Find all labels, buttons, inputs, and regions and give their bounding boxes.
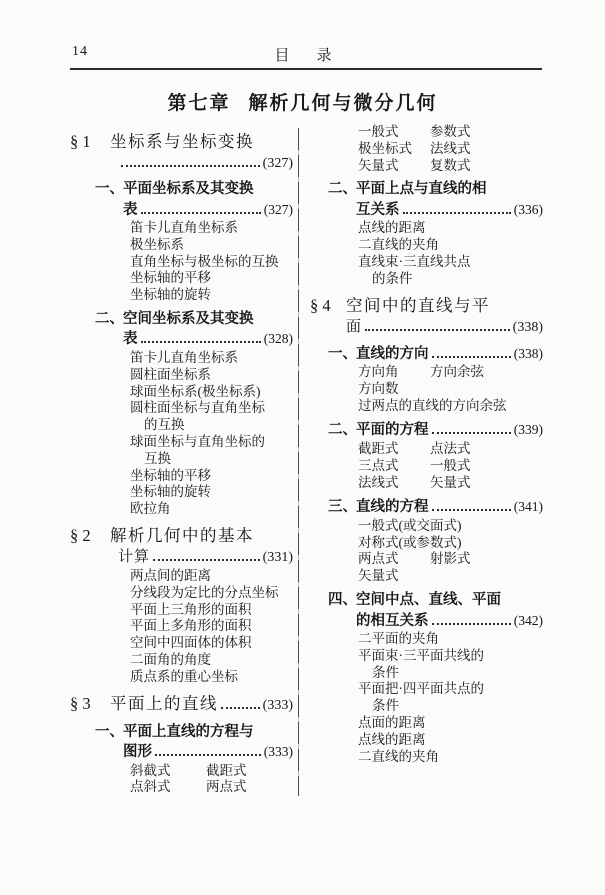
- page-ref: (338): [512, 319, 543, 335]
- entry-marker: § 4: [310, 295, 331, 315]
- entry-text: 互换: [144, 450, 171, 466]
- toc-line: [310, 698, 543, 715]
- toc-line: [310, 381, 543, 398]
- toc-line: [70, 585, 293, 602]
- entry-text: 对称式(或参数式): [358, 534, 462, 550]
- toc-line: [310, 568, 543, 585]
- entry-text: 二面角的角度: [130, 651, 211, 667]
- page-header: [70, 42, 542, 70]
- pair-item-b: 截距式: [206, 762, 247, 778]
- toc-line: [310, 475, 543, 492]
- toc-line: [310, 317, 543, 338]
- entry-text: 空间中点、直线、平面: [356, 592, 501, 609]
- toc-line: [310, 648, 543, 665]
- entry-text: 直线的方向: [356, 345, 429, 362]
- entry-text: 点线的距离: [358, 220, 426, 236]
- pair-item-b: 点法式: [430, 440, 471, 456]
- entry-text: 矢量式: [358, 568, 399, 584]
- dot-leader: [155, 754, 261, 756]
- toc-line: [70, 200, 293, 221]
- toc-line: [70, 618, 293, 635]
- toc-column-right: [310, 124, 543, 765]
- toc-line: [70, 742, 293, 763]
- entry-text: 欧拉角: [130, 501, 171, 517]
- toc-line: [70, 350, 293, 367]
- toc-line: [70, 329, 293, 350]
- toc-line: [70, 501, 293, 518]
- entry-text: 空间中四面体的体积: [130, 635, 252, 651]
- entry-text: 平面的方程: [356, 422, 429, 439]
- dot-leader: [221, 707, 260, 709]
- pair-item-a: 截距式: [358, 440, 399, 456]
- entry-marker: § 2: [70, 525, 91, 545]
- entry-text: 面: [346, 318, 363, 335]
- dot-leader: [141, 212, 261, 214]
- entry-text: 平面坐标系及其变换: [123, 181, 254, 197]
- entry-text: 平面上的直线: [110, 693, 218, 713]
- toc-line: [70, 451, 293, 468]
- toc-line: [310, 420, 543, 441]
- entry-marker: 一、: [328, 345, 357, 362]
- pair-item-a: 一般式: [358, 124, 399, 139]
- dot-leader: [432, 509, 511, 511]
- entry-text: 互关系: [356, 201, 400, 218]
- toc-line: [310, 295, 543, 317]
- toc-line: [310, 497, 543, 518]
- dot-leader: [365, 329, 510, 331]
- toc-line: [310, 535, 543, 552]
- dot-leader: [121, 165, 260, 167]
- page-ref: (336): [513, 201, 543, 217]
- entry-text: 质点系的重心坐标: [130, 668, 238, 684]
- entry-marker: 一、: [95, 723, 124, 740]
- toc-line: [70, 367, 293, 384]
- toc-line: [310, 441, 543, 458]
- entry-text: 圆柱面坐标与直角坐标: [130, 400, 265, 416]
- pair-item-a: 方向角: [358, 364, 399, 380]
- toc-line: [310, 591, 543, 611]
- entry-text: 坐标系与坐标变换: [110, 132, 254, 151]
- toc-line: [310, 732, 543, 749]
- pair-item-b: 射影式: [430, 551, 471, 567]
- entry-text: 笛卡儿直角坐标系: [130, 349, 238, 365]
- entry-text: 的条件: [372, 270, 413, 286]
- toc-line: [310, 124, 543, 141]
- toc-line: [70, 525, 293, 547]
- toc-line: [310, 715, 543, 732]
- entry-marker: § 1: [70, 132, 91, 151]
- toc-line: [70, 484, 293, 501]
- entry-text: 方向数: [358, 380, 399, 396]
- toc-line: [70, 468, 293, 485]
- column-divider: [298, 128, 299, 796]
- dot-leader: [432, 356, 511, 358]
- entry-text: 直线的方程: [356, 499, 429, 516]
- toc-line: [310, 158, 543, 175]
- entry-text: 条件: [372, 664, 399, 680]
- toc-line: [70, 220, 293, 237]
- toc-line: [70, 669, 293, 686]
- toc-line: [70, 270, 293, 287]
- toc-line: [70, 417, 293, 434]
- entry-text: 直角坐标与极坐标的互换: [130, 253, 279, 269]
- dot-leader: [432, 623, 511, 625]
- toc-line: [70, 652, 293, 669]
- toc-line: [310, 200, 543, 221]
- toc-line: [310, 254, 543, 271]
- dot-leader: [403, 212, 511, 214]
- toc-line: [70, 254, 293, 271]
- toc-line: [70, 237, 293, 254]
- page-ref: (333): [262, 697, 293, 713]
- entry-marker: 二、: [95, 310, 124, 327]
- toc-line: [70, 434, 293, 451]
- entry-text: 平面上三角形的面积: [130, 601, 252, 617]
- toc-line: [310, 344, 543, 365]
- header-title: 目 录: [274, 48, 338, 64]
- entry-marker: § 3: [70, 693, 91, 713]
- entry-text: 坐标轴的旋转: [130, 287, 211, 303]
- dot-leader: [432, 432, 511, 434]
- pair-item-b: 复数式: [430, 157, 471, 173]
- entry-text: 条件: [372, 698, 399, 714]
- toc-line: [310, 458, 543, 475]
- page-ref: (342): [513, 612, 543, 628]
- toc-line: [310, 665, 543, 682]
- entry-text: 坐标轴的旋转: [130, 484, 211, 500]
- toc-line: [70, 384, 293, 401]
- toc-line: [70, 310, 293, 330]
- entry-text: 点面的距离: [358, 715, 426, 731]
- entry-text: 极坐标系: [130, 236, 184, 252]
- toc-line: [70, 635, 293, 652]
- page-ref: (341): [513, 499, 543, 515]
- toc-line: [310, 364, 543, 381]
- toc-line: [70, 131, 293, 153]
- entry-text: 空间坐标系及其变换: [123, 310, 254, 327]
- toc-line: [310, 180, 543, 200]
- page-ref: (327): [263, 201, 293, 217]
- toc-column-left: [70, 124, 293, 796]
- pair-item-a: 两点式: [358, 551, 399, 567]
- pair-item-a: 矢量式: [358, 157, 399, 173]
- toc-line: [70, 287, 293, 304]
- toc-line: [310, 518, 543, 535]
- entry-text: 球面坐标与直角坐标的: [130, 433, 265, 449]
- entry-text: 平面束·三平面共线的: [358, 647, 484, 663]
- pair-item-a: 斜截式: [130, 762, 171, 778]
- entry-text: 二平面的夹角: [358, 631, 439, 647]
- entry-text: 圆柱面坐标系: [130, 366, 211, 382]
- dot-leader: [141, 341, 261, 343]
- entry-text: 表: [123, 331, 138, 348]
- toc-line: [70, 547, 293, 568]
- toc-line: [70, 763, 293, 780]
- pair-item-b: 矢量式: [430, 474, 471, 490]
- entry-text: 笛卡儿直角坐标系: [130, 220, 238, 235]
- page-ref: (331): [262, 549, 293, 565]
- entry-text: 直线束·三直线共点: [358, 253, 471, 269]
- toc-line: [310, 141, 543, 158]
- entry-marker: 三、: [328, 499, 357, 516]
- entry-text: 二直线的夹角: [358, 748, 439, 764]
- toc-line: [70, 180, 293, 200]
- entry-text: 平面上直线的方程与: [123, 723, 254, 740]
- toc-line: [310, 271, 543, 288]
- pair-item-a: 三点式: [358, 457, 399, 473]
- pair-item-b: 参数式: [430, 124, 471, 139]
- toc-line: [310, 681, 543, 698]
- entry-text: 一般式(或交面式): [358, 517, 462, 533]
- entry-text: 平面上点与直线的相: [356, 181, 487, 198]
- pair-item-b: 一般式: [430, 457, 471, 473]
- toc-line: [70, 153, 293, 174]
- dot-leader: [153, 559, 260, 561]
- pair-item-b: 法线式: [430, 140, 471, 156]
- entry-text: 坐标轴的平移: [130, 270, 211, 286]
- page-ref: (328): [263, 331, 293, 347]
- page-number: 14: [72, 44, 88, 59]
- entry-text: 的互换: [144, 417, 185, 433]
- chapter-heading: [0, 88, 605, 115]
- entry-marker: 二、: [328, 422, 357, 439]
- pair-item-b: 两点式: [206, 779, 247, 795]
- toc-line: [310, 749, 543, 766]
- toc-line: [310, 611, 543, 632]
- entry-text: 计算: [118, 548, 151, 565]
- toc-line: [70, 723, 293, 743]
- entry-text: 表: [123, 201, 138, 218]
- chapter-label: 第七章: [167, 93, 231, 114]
- entry-text: 球面坐标系(极坐标系): [130, 383, 261, 399]
- entry-marker: 一、: [95, 181, 124, 197]
- toc-line: [310, 398, 543, 415]
- entry-text: 分线段为定比的分点坐标: [130, 584, 279, 600]
- entry-text: 平面上多角形的面积: [130, 618, 252, 634]
- entry-text: 空间中的直线与平: [346, 295, 490, 315]
- toc-line: [310, 237, 543, 254]
- entry-marker: 四、: [328, 592, 357, 609]
- page-ref: (339): [513, 422, 543, 438]
- entry-text: 图形: [123, 744, 152, 761]
- entry-text: 过两点的直线的方向余弦: [358, 397, 507, 413]
- entry-text: 两点间的距离: [130, 567, 211, 583]
- toc-line: [310, 551, 543, 568]
- entry-text: 平面把·四平面共点的: [358, 681, 484, 697]
- toc-line: [70, 400, 293, 417]
- pair-item-b: 方向余弦: [430, 364, 484, 380]
- toc-line: [310, 631, 543, 648]
- chapter-title: 解析几何与微分几何: [248, 93, 438, 114]
- toc-line: [70, 693, 293, 717]
- pair-item-a: 法线式: [358, 474, 399, 490]
- entry-text: 二直线的夹角: [358, 237, 439, 253]
- entry-marker: 二、: [328, 181, 357, 198]
- page-ref: (327): [262, 156, 293, 171]
- page-ref: (338): [513, 345, 543, 361]
- entry-text: 点线的距离: [358, 731, 426, 747]
- page-ref: (333): [263, 744, 293, 760]
- toc-line: [70, 602, 293, 619]
- entry-text: 的相互关系: [356, 612, 429, 629]
- toc-line: [310, 220, 543, 237]
- pair-item-a: 极坐标式: [358, 140, 412, 156]
- entry-text: 解析几何中的基本: [110, 525, 254, 545]
- toc-line: [70, 779, 293, 796]
- toc-line: [70, 568, 293, 585]
- pair-item-a: 点斜式: [130, 779, 171, 795]
- entry-text: 坐标轴的平移: [130, 467, 211, 483]
